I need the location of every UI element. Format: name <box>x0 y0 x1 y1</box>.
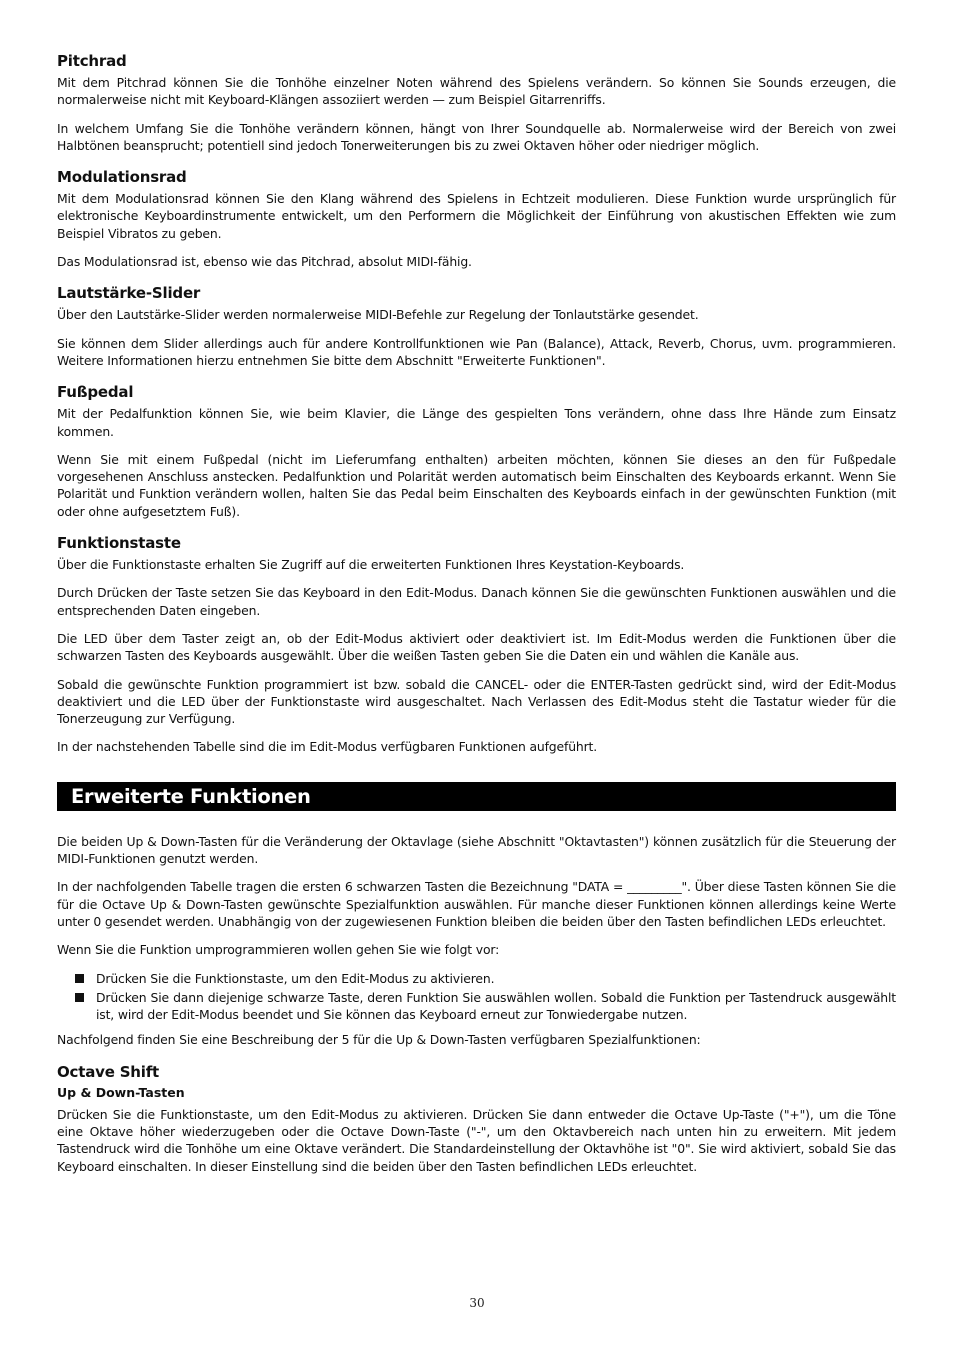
section-advanced-intro <box>57 833 896 1049</box>
section-fusspedal <box>57 383 896 520</box>
paragraph: Die LED über dem Taster zeigt an, ob der Edit-Modus aktiviert oder deaktiviert ist. Im Edit-Modus werden die Funktionen über die schwarzen Tasten des Keyboards ausgewählt. Über die weißen Tasten geben Sie die Daten ein und wählen die Kanäle aus. <box>57 630 896 664</box>
section-funktionstaste <box>57 534 896 756</box>
paragraph: In der nachfolgenden Tabelle tragen die ersten 6 schwarzen Tasten die Bezeichnung "DATA = _________". Über diese Tasten können Sie die für die Octave Up & Down-Tasten gewünschte Spezialfunktion auswählen. Für manche dieser Funktionen können allerdings keine Werte unter 0 gesendet werden. Unabhängig von der zugewiesenen Funktion bleiben die beiden über den Tasten befindlichen LEDs erleuchtet. <box>57 879 896 929</box>
paragraph: Wenn Sie die Funktion umprogrammieren wollen gehen Sie wie folgt vor: <box>57 942 500 958</box>
list-item-text: Drücken Sie die Funktionstaste, um den Edit-Modus zu aktivieren. <box>96 970 495 986</box>
paragraph: In der nachstehenden Tabelle sind die im Edit-Modus verfügbaren Funktionen aufgeführt. <box>57 739 598 755</box>
paragraph: Durch Drücken der Taste setzen Sie das Keyboard in den Edit-Modus. Danach können Sie die gewünschten Funktionen auswählen und die entsprechenden Daten eingeben. <box>57 585 896 618</box>
square-bullet-icon <box>75 974 84 983</box>
section-modulationsrad <box>57 168 896 270</box>
section-title: Octave Shift <box>57 1062 160 1081</box>
list-item <box>57 970 896 987</box>
chapter-banner <box>57 782 896 811</box>
paragraph: Mit dem Pitchrad können Sie die Tonhöhe einzelner Noten während des Spielens verändern. So können Sie Sounds erzeugen, die normalerweise nicht mit Keyboard-Klängen assoziiert werden — zum Beispiel Gitarrenriffs. <box>57 75 896 108</box>
page-content <box>57 52 896 1189</box>
chapter-title: Erweiterte Funktionen <box>71 784 311 808</box>
section-lautstaerke-slider <box>57 284 896 369</box>
section-title: Fußpedal <box>57 383 134 402</box>
paragraph: Wenn Sie mit einem Fußpedal (nicht im Lieferumfang enthalten) arbeiten möchten, können Sie dieses an den für Fußpedale vorgesehenen Anschluss anstecken. Pedalfunktion und Polarität werden automatisch beim Einschalten des Keyboards erkannt. Wenn Sie Polarität und Funktion verändern wollen, halten Sie das Pedal beim Einschalten des Keyboards einfach in der gewünschten Funktion (mit oder ohne aufgesetztem Fuß). <box>57 451 896 519</box>
paragraph: Drücken Sie die Funktionstaste, um den Edit-Modus zu aktivieren. Drücken Sie dann entweder die Octave Up-Taste ("+"), um die Töne eine Oktave höher wiederzugeben oder die Octave Down-Taste ("-", um den Oktavbereich nach unten hin zu erweitern. Mit jedem Tastendruck wird die Tonhöhe um eine Oktave verändert. Die Standardeinstellung der Oktavhöhe ist "0". Sie wird aktiviert, sobald Sie das Keyboard einschalten. In dieser Einstellung sind die beiden über den Tasten befindlichen LEDs erleuchtet. <box>57 1106 896 1174</box>
section-title: Modulationsrad <box>57 168 187 187</box>
paragraph: Sobald die gewünschte Funktion programmiert ist bzw. sobald die CANCEL- oder die ENTER-Tasten gedrückt sind, wird der Edit-Modus deaktiviert und die LED über der Funktionstaste wird ausgeschaltet. Nach Verlassen des Edit-Modus steht die Tastatur wieder für die Tonerzeugung zur Verfügung. <box>57 676 896 727</box>
bullet-list <box>57 970 896 1024</box>
paragraph: Mit dem Modulationsrad können Sie den Klang während des Spielens in Echtzeit modulieren. Diese Funktion wurde ursprünglich für elektronische Keyboardinstrumente entwickelt, um den Performern die Möglichkeit der Einführung von akustischen Effekten wie zum Beispiel Vibratos zu geben. <box>57 191 896 241</box>
list-item <box>57 989 896 1024</box>
section-title: Lautstärke-Slider <box>57 284 201 303</box>
paragraph: In welchem Umfang Sie die Tonhöhe verändern können, hängt von Ihrer Soundquelle ab. Normalerweise wird der Bereich von zwei Halbtönen beansprucht; potentiell sind jedoch Tonerweiterungen bis zu zwei Oktaven höher oder niedriger möglich. <box>57 120 896 153</box>
paragraph: Über den Lautstärke-Slider werden normalerweise MIDI-Befehle zur Regelung der Tonlautstärke gesendet. <box>57 307 699 323</box>
paragraph: Mit der Pedalfunktion können Sie, wie beim Klavier, die Länge des gespielten Tons verändern, ohne dass Ihre Hände zum Einsatz kommen. <box>57 406 896 439</box>
paragraph: Nachfolgend finden Sie eine Beschreibung der 5 für die Up & Down-Tasten verfügbaren Spezialfunktionen: <box>57 1032 701 1048</box>
section-pitchrad <box>57 52 896 154</box>
section-octave-shift <box>57 1063 896 1175</box>
paragraph: Das Modulationsrad ist, ebenso wie das Pitchrad, absolut MIDI-fähig. <box>57 254 472 270</box>
subsection-title: Up & Down-Tasten <box>57 1084 185 1100</box>
list-item-text: Drücken Sie dann diejenige schwarze Taste, deren Funktion Sie auswählen wollen. Sobald die Funktion per Tastendruck ausgewählt ist, wird der Edit-Modus beendet und Sie können das Keyboard erneut zur Tonwiedergabe nutzen. <box>96 989 896 1023</box>
paragraph: Sie können dem Slider allerdings auch für andere Kontrollfunktionen wie Pan (Balance), Attack, Reverb, Chorus, uvm. programmieren. Weitere Informationen hierzu entnehmen Sie bitte dem Abschnitt "Erweiterte Funktionen". <box>57 335 896 368</box>
section-title: Pitchrad <box>57 52 127 70</box>
square-bullet-icon <box>75 993 84 1002</box>
paragraph: Über die Funktionstaste erhalten Sie Zugriff auf die erweiterten Funktionen Ihres Keystation-Keyboards. <box>57 557 685 573</box>
section-title: Funktionstaste <box>57 534 181 553</box>
page-number: 30 <box>469 1296 485 1310</box>
paragraph: Die beiden Up & Down-Tasten für die Veränderung der Oktavlage (siehe Abschnitt "Oktavtasten") können zusätzlich für die Steuerung der MIDI-Funktionen genutzt werden. <box>57 833 896 867</box>
